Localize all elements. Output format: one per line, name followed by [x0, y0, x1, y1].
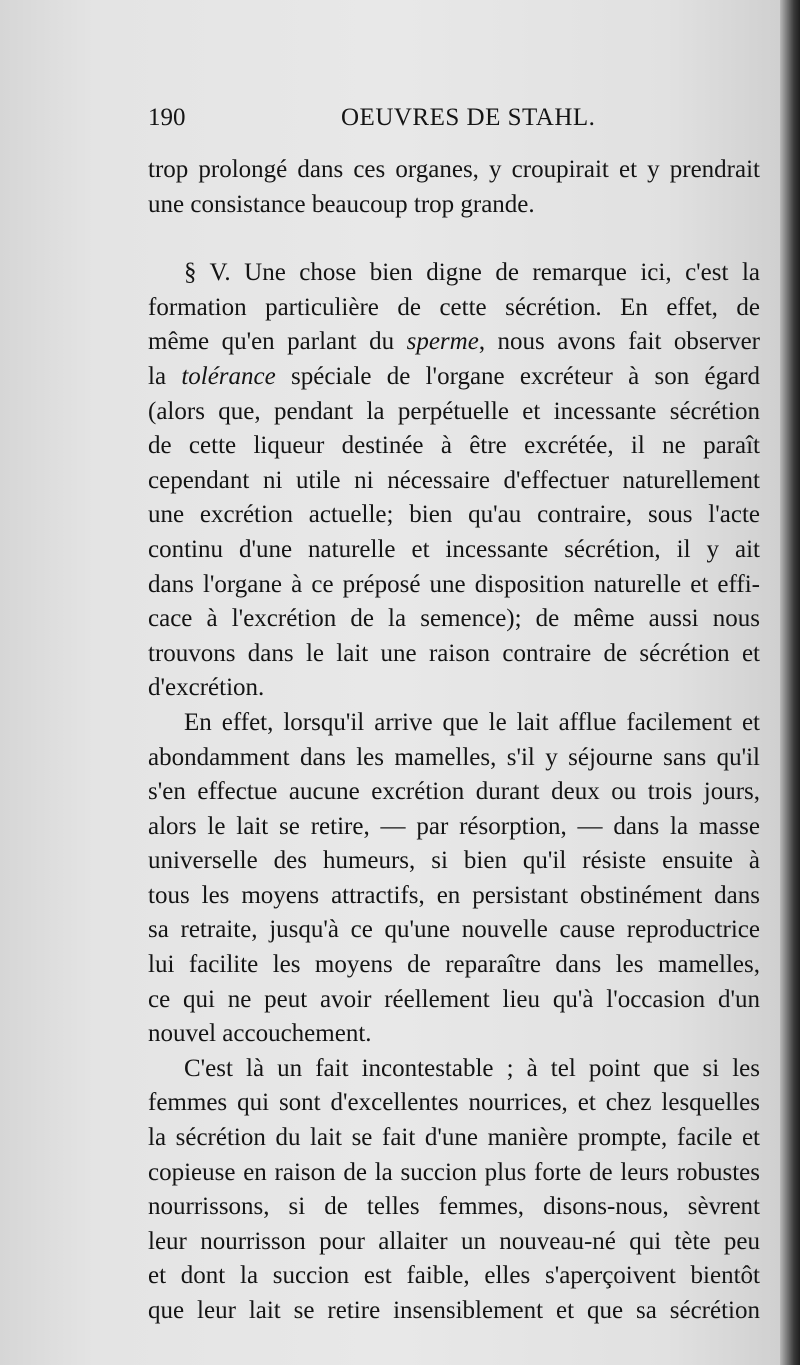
text-line: leur nourrisson pour allaiter un nouveau-né qui tète peu [148, 1227, 760, 1255]
page-header [148, 104, 764, 140]
text-line: alors le lait se retire, — par résorption, — dans la masse [148, 812, 760, 840]
text-line: cace à l'excrétion de la semence); de même aussi nous [148, 605, 760, 633]
text-line: trop prolongé dans ces organes, y croupirait et y prendrait [148, 156, 760, 183]
text-line [148, 360, 760, 395]
text-line: lui facilite les moyens de reparaître dans les mamelles, [148, 951, 760, 979]
text-line: En effet, lorsqu'il arrive que le lait afflue facilement et [184, 708, 760, 736]
text-fragment: même qu'en parlant du [148, 328, 407, 356]
text-fragment: spéciale de l'organe excréteur à son égard [275, 362, 760, 390]
text-fragment: , nous avons fait observer [478, 328, 760, 356]
text-line: une excrétion actuelle; bien qu'au contraire, sous l'acte [148, 501, 760, 529]
text-line: d'excrétion. [148, 674, 265, 702]
italic-term-sperme: sperme [406, 328, 479, 356]
text-line: sa retraite, jusqu'à ce qu'une nouvelle cause reproductrice [148, 916, 760, 944]
page-edge-shadow [780, 0, 800, 1365]
text-line: copieuse en raison de la succion plus forte de leurs robustes [148, 1158, 760, 1186]
body-text [148, 153, 760, 1329]
text-line: universelle des humeurs, si bien qu'il résiste ensuite à [148, 847, 760, 875]
text-line: formation particulière de cette sécrétion. En effet, de [148, 293, 760, 321]
page-number: 190 [148, 104, 186, 131]
text-line: abondamment dans les mamelles, s'il y séjourne sans qu'il [148, 743, 760, 771]
text-line: cependant ni utile ni nécessaire d'effectuer naturellement [148, 466, 760, 494]
text-line: tous les moyens attractifs, en persistant obstinément dans [148, 881, 760, 909]
text-line: dans l'organe à ce préposé une disposition naturelle et effi- [148, 570, 760, 598]
text-line: continu d'une naturelle et incessante sécrétion, il y ait [148, 535, 760, 563]
text-line: et dont la succion est faible, elles s'aperçoivent bientôt [148, 1262, 760, 1290]
text-line: nouvel accouchement. [148, 1020, 372, 1048]
text-line: la sécrétion du lait se fait d'une manière prompte, facile et [148, 1124, 760, 1152]
running-head: OEUVRES DE STAHL. [341, 104, 596, 131]
text-fragment: la [148, 362, 182, 390]
text-line [148, 325, 760, 360]
italic-term-tolerance: tolérance [181, 362, 276, 390]
text-line: trouvons dans le lait une raison contraire de sécrétion et [148, 639, 760, 667]
section-heading-line: § V. Une chose bien digne de remarque ici, c'est la [184, 259, 760, 287]
text-line: une consistance beaucoup trop grande. [148, 190, 535, 218]
text-line: ce qui ne peut avoir réellement lieu qu'à l'occasion d'un [148, 985, 760, 1013]
text-line: (alors que, pendant la perpétuelle et incessante sécrétion [148, 397, 760, 425]
text-line: de cette liqueur destinée à être excrétée, il ne paraît [148, 432, 760, 460]
text-line: que leur lait se retire insensiblement et que sa sécrétion [148, 1297, 760, 1324]
text-line: C'est là un fait incontestable ; à tel point que si les [184, 1054, 760, 1082]
text-line: femmes qui sont d'excellentes nourrices, et chez lesquelles [148, 1089, 760, 1117]
text-line: nourrissons, si de telles femmes, disons-nous, sèvrent [148, 1193, 760, 1221]
text-line: s'en effectue aucune excrétion durant deux ou trois jours, [148, 778, 760, 806]
